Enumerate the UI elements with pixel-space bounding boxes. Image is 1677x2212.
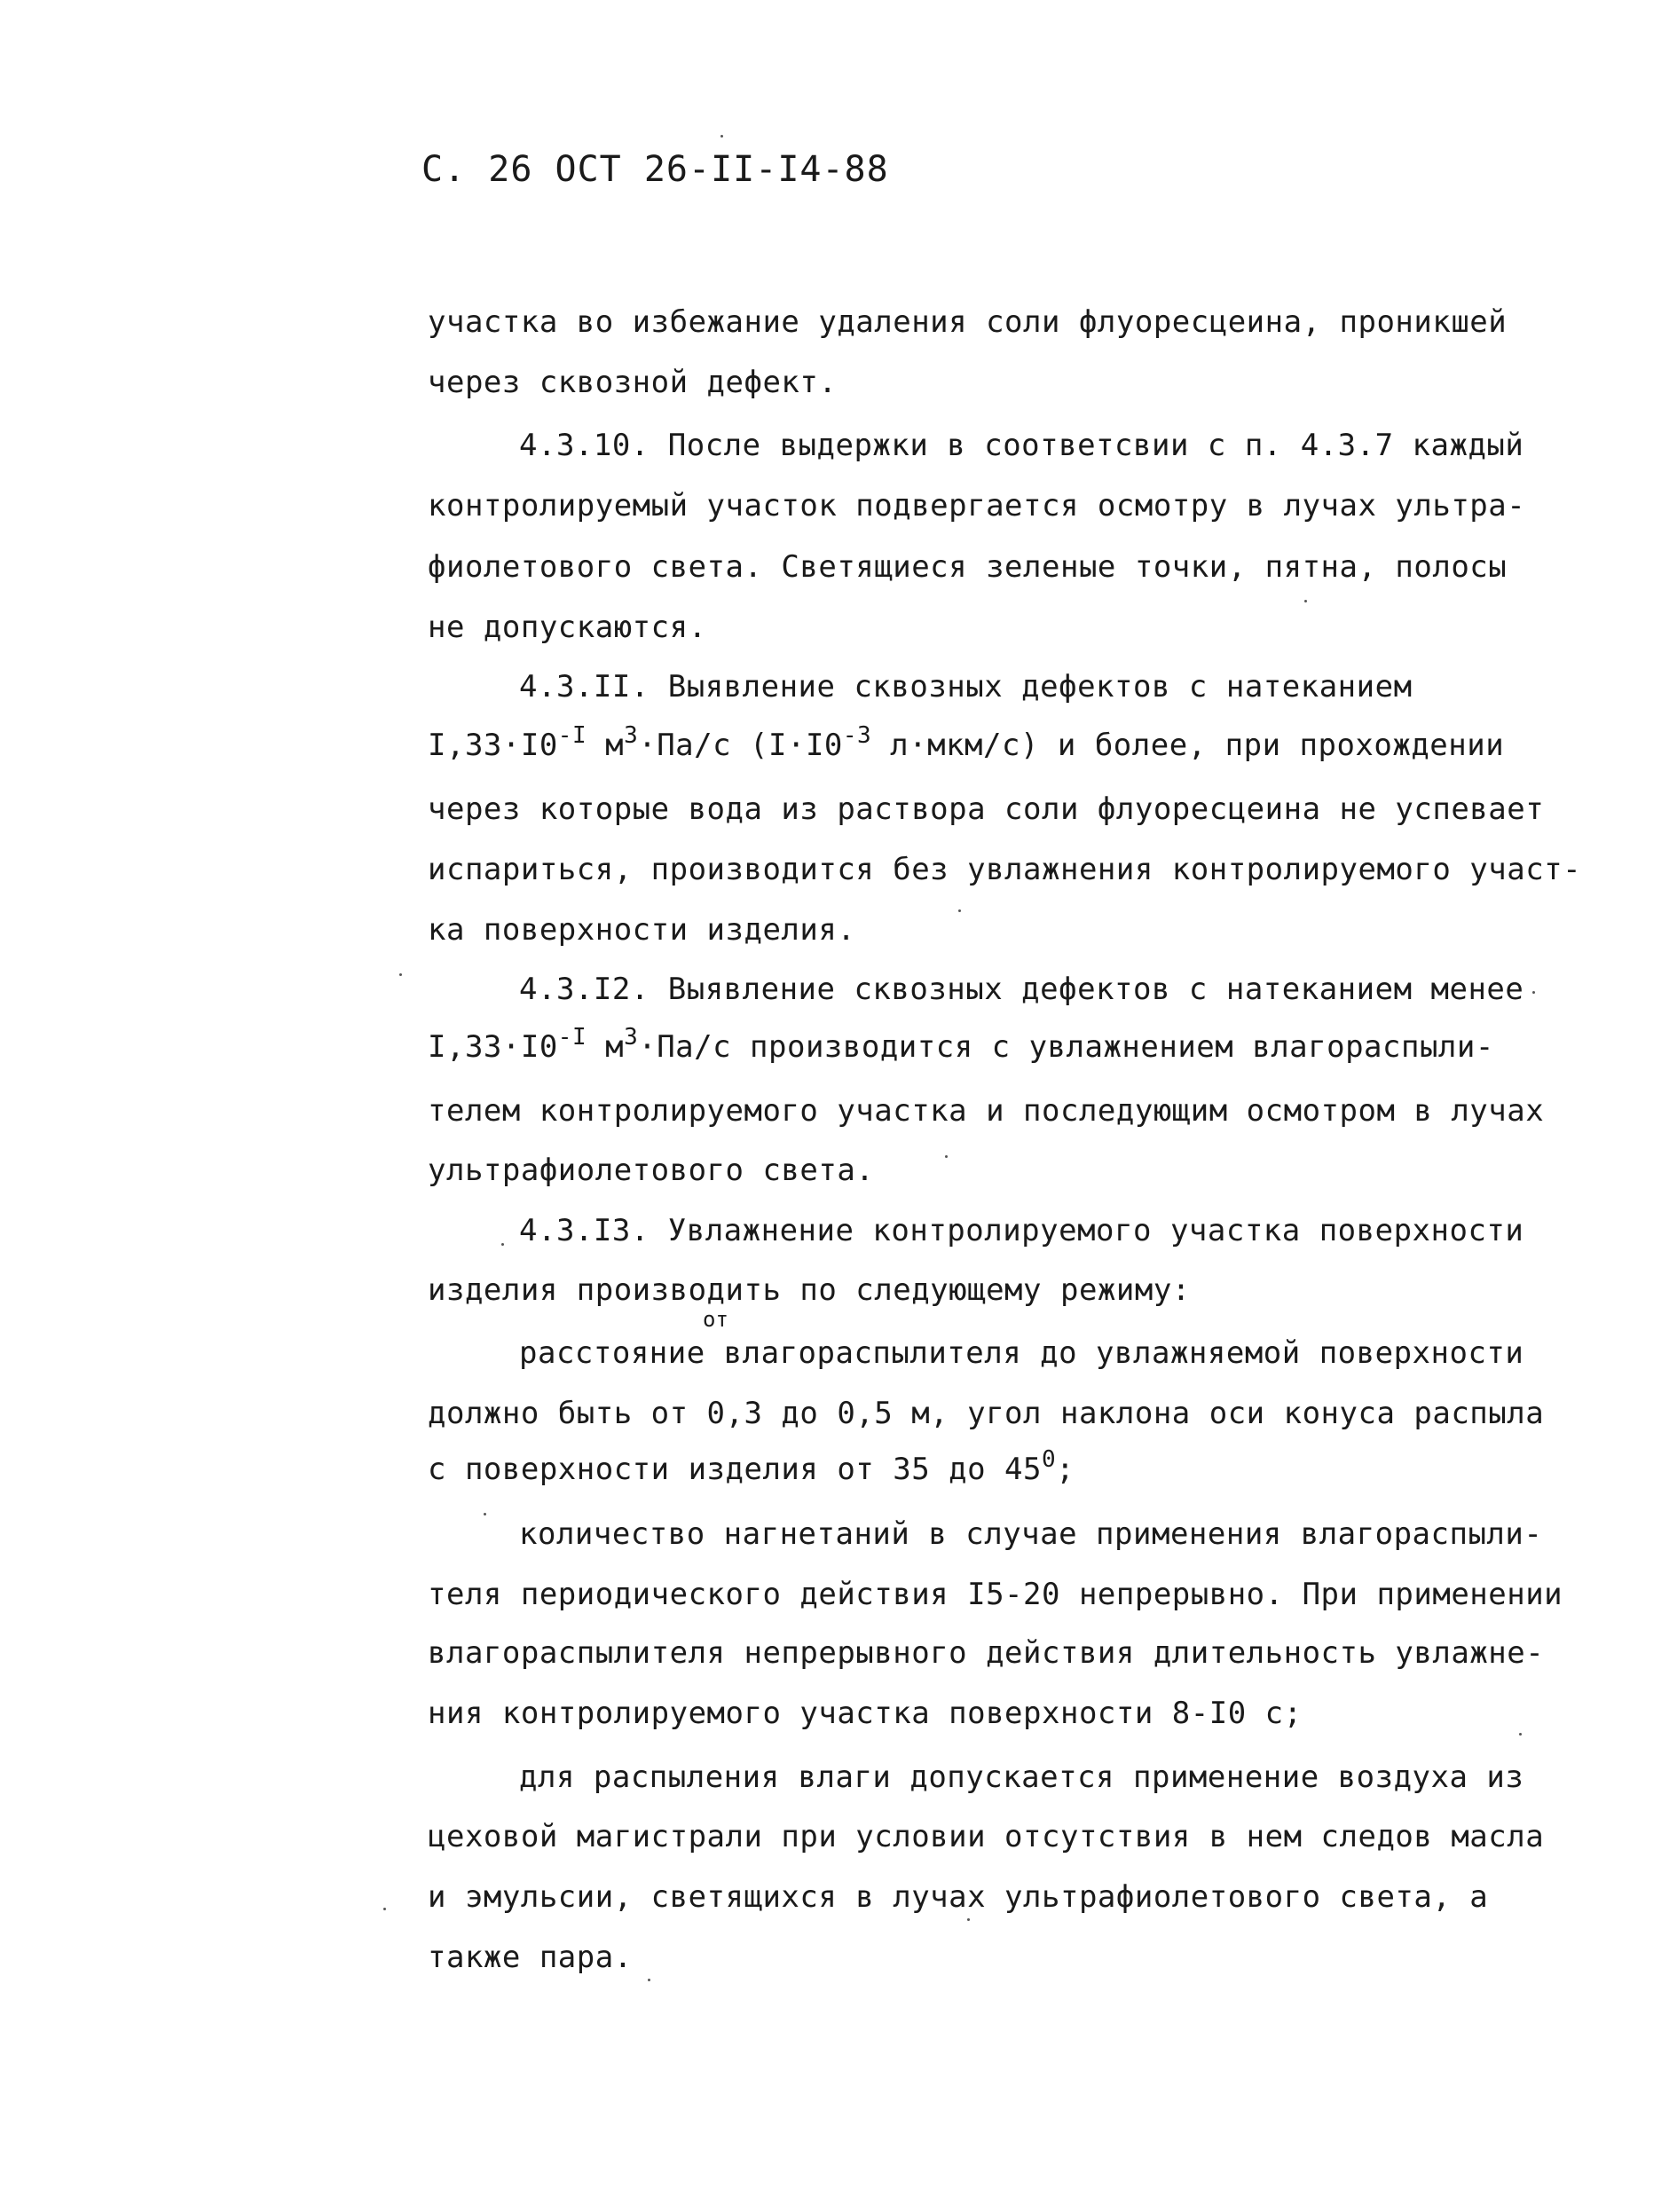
text-line: изделия производить по следующему режиму: bbox=[428, 1272, 1191, 1308]
scan-speck bbox=[383, 1908, 386, 1910]
scan-speck bbox=[399, 973, 402, 976]
exponent: -I bbox=[557, 722, 587, 749]
text-line: не допускаются. bbox=[428, 610, 707, 645]
text-line: испариться, производится без увлажнения контролируемого участ- bbox=[428, 852, 1582, 887]
text-line: через сквозной дефект. bbox=[428, 365, 838, 400]
scan-speck bbox=[1519, 1733, 1522, 1736]
formula-line bbox=[428, 722, 1505, 763]
text-line: 4.3.II. Выявление сквозных дефектов с натеканием bbox=[519, 669, 1413, 705]
formula-text: л·мкм/с) и более, при прохождении bbox=[871, 728, 1505, 763]
scan-speck bbox=[720, 135, 723, 138]
scan-speck bbox=[648, 1979, 650, 1981]
text-line: ния контролируемого участка поверхности 8-I0 с; bbox=[428, 1696, 1303, 1731]
text-line: 4.3.I3. Увлажнение контролируемого участка поверхности bbox=[519, 1213, 1524, 1248]
text-line: фиолетового света. Светящиеся зеленые точки, пятна, полосы bbox=[428, 549, 1508, 585]
page-header: С. 26 ОСТ 26-II-I4-88 bbox=[421, 149, 889, 190]
formula-text: с поверхности изделия от 35 до 45 bbox=[428, 1452, 1043, 1487]
scan-speck bbox=[958, 909, 961, 912]
text-line: также пара. bbox=[428, 1940, 633, 1975]
formula-line bbox=[428, 1446, 1075, 1487]
scan-speck bbox=[501, 1243, 504, 1246]
formula-text: м bbox=[587, 1029, 625, 1065]
exponent: 0 bbox=[1042, 1446, 1057, 1473]
exponent: -3 bbox=[842, 722, 872, 749]
scan-speck bbox=[484, 1513, 486, 1515]
formula-line bbox=[428, 1024, 1494, 1065]
text-line: цеховой магистрали при условии отсутствия в нем следов масла bbox=[428, 1819, 1545, 1854]
formula-text: I,33·I0 bbox=[428, 1029, 558, 1065]
formula-text: ; bbox=[1056, 1452, 1075, 1487]
formula-text: ·Па/с (I·I0 bbox=[638, 728, 843, 763]
text-line: ка поверхности изделия. bbox=[428, 912, 856, 948]
scan-speck bbox=[945, 1155, 948, 1158]
text-line: участка во избежание удаления соли флуоресцеина, проникшей bbox=[428, 304, 1508, 340]
text-line: должно быть от 0,3 до 0,5 м, угол наклона оси конуса распыла bbox=[428, 1396, 1545, 1431]
text-line: количество нагнетаний в случае применения влагораспыли- bbox=[519, 1516, 1543, 1552]
scan-speck bbox=[967, 1918, 970, 1921]
formula-text: м bbox=[587, 728, 625, 763]
handwritten-insertion: от bbox=[703, 1307, 728, 1332]
exponent: 3 bbox=[624, 1024, 639, 1051]
text-line: ультрафиолетового света. bbox=[428, 1153, 875, 1188]
text-line: для распыления влаги допускается применение воздуха из bbox=[519, 1759, 1524, 1795]
text-line: телем контролируемого участка и последующим осмотром в лучах bbox=[428, 1093, 1545, 1129]
text-line: 4.3.I2. Выявление сквозных дефектов с натеканием менее bbox=[519, 972, 1524, 1007]
exponent: -I bbox=[557, 1024, 587, 1051]
text-line: теля периодического действия I5-20 непрерывно. При применении bbox=[428, 1577, 1563, 1612]
formula-text: ·Па/с производится с увлажнением влагораспыли- bbox=[638, 1029, 1494, 1065]
exponent: 3 bbox=[624, 722, 639, 749]
text-line: через которые вода из раствора соли флуоресцеина не успевает bbox=[428, 791, 1545, 827]
formula-text: I,33·I0 bbox=[428, 728, 558, 763]
text-line: и эмульсии, светящихся в лучах ультрафиолетового света, а bbox=[428, 1879, 1489, 1915]
scan-speck bbox=[1532, 991, 1535, 994]
text-line: расстояние влагораспылителя до увлажняемой поверхности bbox=[519, 1335, 1524, 1371]
scan-speck bbox=[1304, 600, 1307, 602]
text-line: контролируемый участок подвергается осмотру в лучах ультра- bbox=[428, 488, 1526, 523]
text-line: 4.3.10. После выдержки в соответсвии с п. 4.3.7 каждый bbox=[519, 428, 1524, 463]
text-line: влагораспылителя непрерывного действия длительность увлажне- bbox=[428, 1635, 1545, 1671]
